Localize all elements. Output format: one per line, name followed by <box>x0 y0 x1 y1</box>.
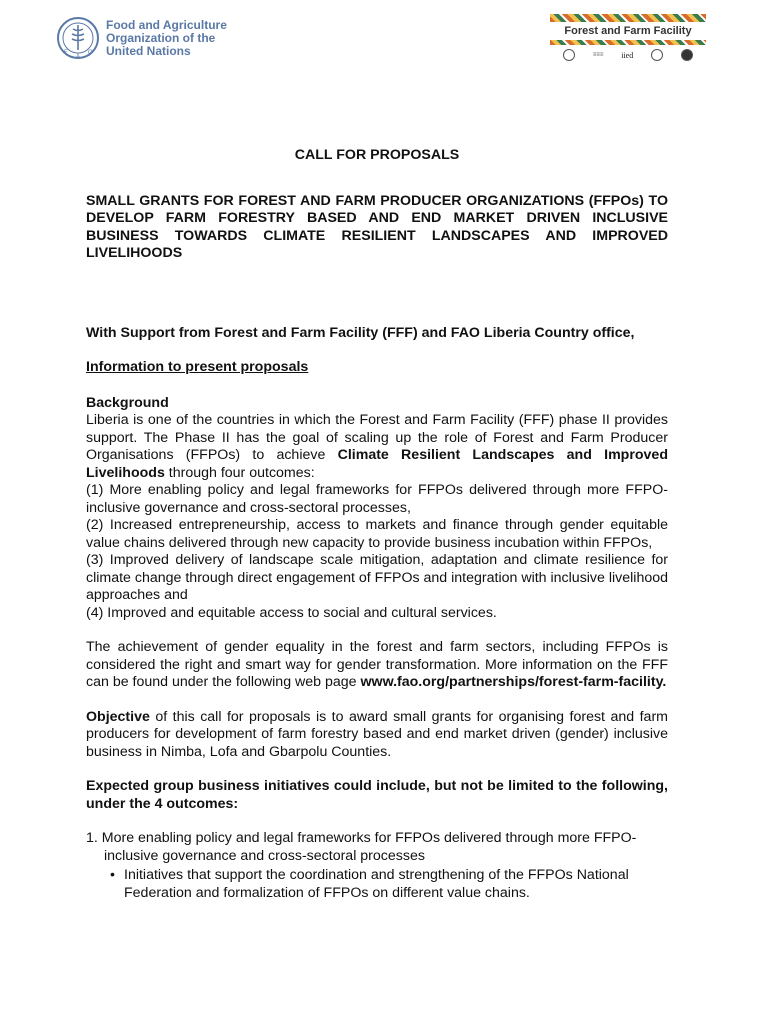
partner-text: ≡≡≡ <box>592 52 604 58</box>
gender-paragraph: The achievement of gender equality in the forest and farm sectors, including FFPOs is considered the right and smart way for gender transformation. More information on the FFF can be found under the following web page www.fao.org/partnerships/forest-farm-facility. <box>86 639 668 690</box>
expected-heading: Expected group business initiatives could include, but not be limited to the following, under the 4 outcomes: <box>86 778 668 812</box>
iucn-icon <box>651 49 663 61</box>
bullet-list <box>86 867 668 902</box>
fao-name: Food and Agriculture Organization of the United Nations <box>106 17 227 58</box>
objective-paragraph: Objective of this call for proposals is to award small grants for organising forest and farm producers for development of farm forestry based and end market driven (gender) inclusive business in Nimba, Lofa and Gbarpolu Counties. <box>86 708 668 760</box>
fff-title: Forest and Farm Facility <box>564 25 692 37</box>
partner-logos <box>550 45 706 61</box>
call-title: CALL FOR PROPOSALS <box>294 147 460 163</box>
iied-logo: iied <box>621 50 634 60</box>
fao-partner-icon <box>563 49 575 61</box>
fao-logo <box>56 16 227 60</box>
outcome-3: (3) Improved delivery of landscape scale mitigation, adaptation and climate resilience for climate change through direct engagement of FFPOs and integration with inclusive livelihood approaches and <box>86 552 669 603</box>
background-heading: Background <box>86 394 169 411</box>
svg-text:O: O <box>88 50 93 56</box>
pattern-band <box>550 14 706 22</box>
fao-emblem-icon <box>56 16 100 60</box>
document-body <box>86 147 668 902</box>
main-title: SMALL GRANTS FOR FOREST AND FARM PRODUCER ORGANIZATIONS (FFPOs) TO DEVELOP FARM FORESTRY BASED AND END MARKET DRIVEN INCLUSIVE BUSINESS TOWARDS CLIMATE RESILIENT LANDSCAPES AND IMPROVED LIVELIHOODS <box>86 192 668 261</box>
outcome-4: (4) Improved and equitable access to social and cultural services. <box>86 604 497 621</box>
agricord-icon <box>681 49 693 61</box>
outcome-1: (1) More enabling policy and legal frameworks for FFPOs delivered through more FFPO-inclusive governance and cross-sectoral processes, <box>86 482 668 516</box>
svg-text:F: F <box>64 50 68 56</box>
fff-logo <box>550 14 706 72</box>
background-paragraph: Liberia is one of the countries in which the Forest and Farm Facility (FFF) phase II provides support. The Phase II has the goal of scaling up the role of Forest and Farm Producer Organisations (FFPOs) to achieve Climate Resilient Landscapes and Improved Livelihoods through four outcomes: <box>86 412 668 481</box>
list-item: 1. More enabling policy and legal frameworks for FFPOs delivered through more FFPO-inclusive governance and cross-sectoral processes <box>86 830 637 864</box>
bullet-item: • Initiatives that support the coordination and strengthening of the FFPOs National Federation and formalization of FFPOs on different value chains. <box>124 867 668 902</box>
outcome-2: (2) Increased entrepreneurship, access to markets and finance through gender equitable value chains delivered through new capacity to provide business incubation within FFPOs, <box>86 517 668 551</box>
fff-web-link[interactable]: www.fao.org/partnerships/forest-farm-facility. <box>360 674 667 690</box>
svg-text:A: A <box>76 54 81 60</box>
info-heading: Information to present proposals <box>86 359 309 375</box>
support-line: With Support from Forest and Farm Facility (FFF) and FAO Liberia Country office, <box>86 324 635 341</box>
